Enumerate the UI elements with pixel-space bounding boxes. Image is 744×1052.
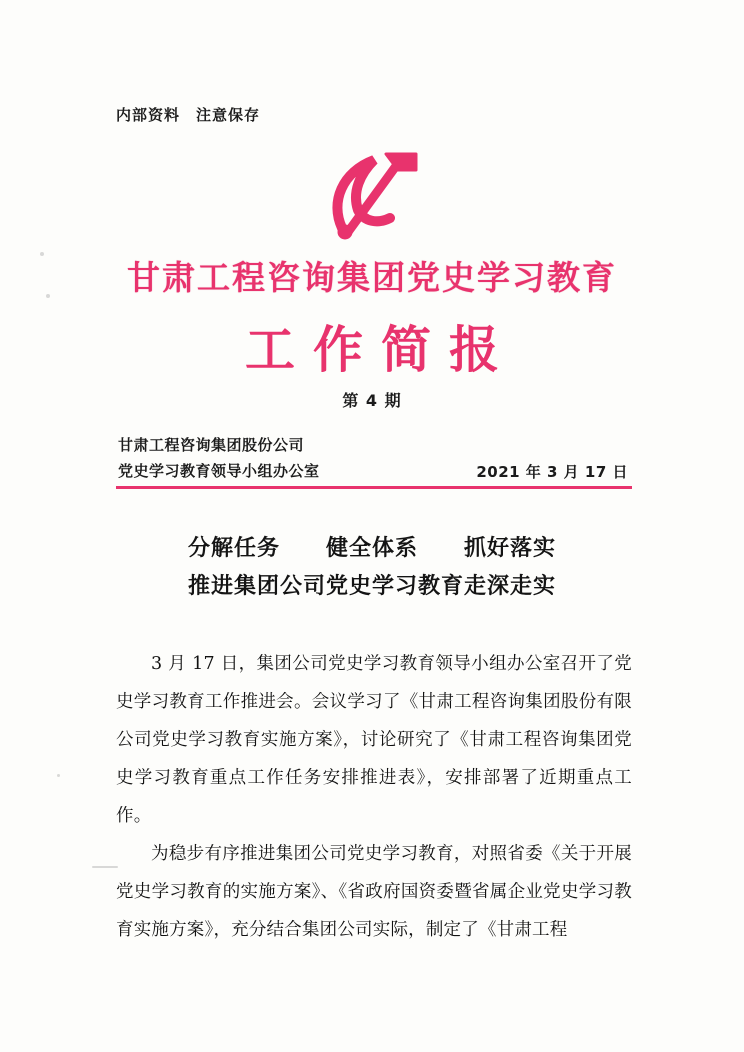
scan-speckle (92, 866, 118, 868)
article-title-line-1: 分解任务 健全体系 抓好落实 (187, 536, 556, 561)
masthead-subtitle: 工作简报 (245, 320, 517, 379)
party-emblem-icon (312, 148, 432, 240)
header-divider-rule (116, 486, 632, 489)
body-paragraph: 为稳步有序推进集团公司党史学习教育，对照省委《关于开展党史学习教育的实施方案》、《省政府国资委暨省属企业党史学习教育实施方案》，充分结合集团公司实际，制定了《甘肃工程 (116, 844, 632, 940)
issuer-line-2: 党史学习教育领导小组办公室 (118, 462, 320, 480)
issuer-line-1: 甘肃工程咨询集团股份公司 (118, 436, 305, 454)
issue-number: 第 4 期 (342, 391, 402, 410)
confidential-notice: 内部资料 注意保存 (116, 106, 261, 124)
body-paragraph: 3 月 17 日，集团公司党史学习教育领导小组办公室召开了党史学习教育工作推进会。会议学习了《甘肃工程咨询集团股份有限公司党史学习教育实施方案》，讨论研究了《甘肃工程咨询集团党史学习教育重点工作任务安排推进表》，安排部署了近期重点工作。 (116, 654, 632, 826)
article-title-line-2: 推进集团公司党史学习教育走深走实 (187, 574, 556, 599)
article-body (116, 645, 632, 949)
issue-date: 2021 年 3 月 17 日 (476, 463, 628, 481)
article-title (0, 530, 744, 606)
scan-speckle (57, 774, 60, 777)
masthead-title: 甘肃工程咨询集团党史学习教育 (127, 258, 617, 297)
issuer-block (118, 432, 320, 484)
